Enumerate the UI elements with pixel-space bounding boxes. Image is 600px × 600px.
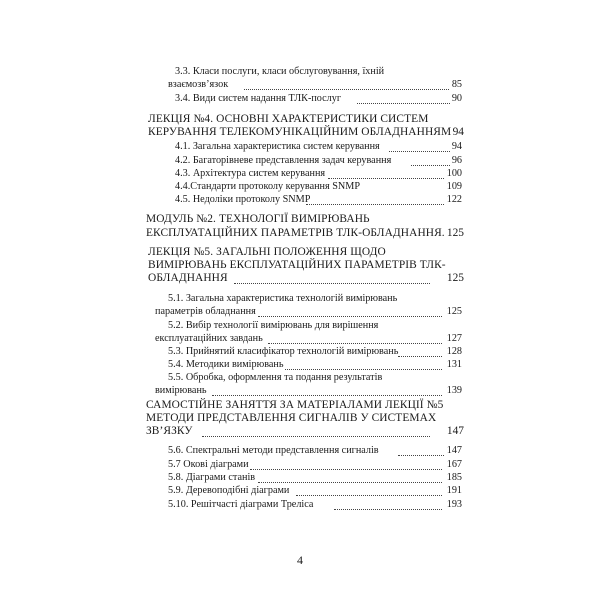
toc-lecture-5-line3: ОБЛАДНАННЯ: [148, 272, 228, 284]
toc-page-ref: 109: [446, 181, 462, 192]
toc-entry-5-1-line2: параметрів обладнання: [155, 306, 256, 317]
toc-entry-5-6: 5.6. Спектральні методи представлення сигналів: [168, 445, 379, 456]
toc-self-study-line1: САМОСТІЙНЕ ЗАНЯТТЯ ЗА МАТЕРІАЛАМИ ЛЕКЦІЇ №5: [146, 399, 444, 411]
toc-page-ref: 139: [446, 385, 462, 396]
toc-page-ref: 94: [452, 126, 464, 138]
toc-entry-5-2-line1: 5.2. Вибір технології вимірювань для вирішення: [168, 320, 379, 331]
toc-page-ref: 131: [446, 359, 462, 370]
toc-entry-5-1-line1: 5.1. Загальна характеристика технологій вимірювань: [168, 293, 398, 304]
toc-lecture-4-line1: ЛЕКЦІЯ №4. ОСНОВНІ ХАРАКТЕРИСТИКИ СИСТЕМ: [148, 113, 429, 125]
leader-dots: [268, 343, 442, 344]
toc-entry-4-2: 4.2. Багаторівневе представлення задач керування: [175, 155, 392, 166]
toc-entry-4-3: 4.3. Архітектура систем керування: [175, 168, 326, 179]
toc-entry-5-5-line1: 5.5. Обробка, оформлення та подання результатів: [168, 372, 383, 383]
toc-page-ref: 122: [446, 194, 462, 205]
toc-page-ref: 147: [446, 445, 462, 456]
toc-page-ref: 94: [451, 141, 462, 152]
leader-dots: [296, 495, 442, 496]
toc-page-ref: 85: [451, 79, 462, 90]
leader-dots: [258, 482, 442, 483]
toc-page-ref: 90: [451, 93, 462, 104]
toc-entry-5-5-line2: вимірювань: [155, 385, 207, 396]
toc-self-study-line2: МЕТОДИ ПРЕДСТАВЛЕННЯ СИГНАЛІВ У СИСТЕМАХ: [146, 412, 437, 424]
leader-dots: [244, 89, 449, 90]
leader-dots: [306, 204, 444, 205]
toc-entry-5-2-line2: експлуатаційних завдань: [155, 333, 263, 344]
toc-page-ref: 125: [446, 227, 464, 239]
toc-page-ref: 125: [446, 272, 464, 284]
toc-entry-5-4: 5.4. Методики вимірювань: [168, 359, 284, 370]
toc-entry-5-3: 5.3. Прийнятий класифікатор технологій вимірювань: [168, 346, 399, 357]
page-number: 4: [297, 553, 303, 567]
toc-page-ref: 125: [446, 306, 462, 317]
toc-page-ref: 191: [446, 485, 462, 496]
toc-page-ref: 128: [446, 346, 462, 357]
leader-dots: [202, 436, 430, 437]
toc-entry-3-3-line2: взаємозв’язок: [168, 79, 229, 90]
toc-entry-3-4: 3.4. Види систем надання ТЛК-послуг: [175, 93, 342, 104]
toc-entry-5-7: 5.7 Окові діаграми: [168, 459, 249, 470]
toc-lecture-5-line1: ЛЕКЦІЯ №5. ЗАГАЛЬНІ ПОЛОЖЕННЯ ЩОДО: [148, 246, 386, 258]
leader-dots: [250, 469, 442, 470]
toc-page-ref: 127: [446, 333, 462, 344]
toc-module-2-line2: ЕКСПЛУАТАЦІЙНИХ ПАРАМЕТРІВ ТЛК-ОБЛАДНАННЯ.: [146, 227, 445, 239]
toc-entry-5-8: 5.8. Діаграми станів: [168, 472, 256, 483]
leader-dots: [334, 509, 442, 510]
toc-lecture-4-line2: КЕРУВАННЯ ТЕЛЕКОМУНІКАЦІЙНИМ ОБЛАДНАННЯМ: [148, 126, 452, 138]
toc-module-2-line1: МОДУЛЬ №2. ТЕХНОЛОГІЇ ВИМІРЮВАНЬ: [146, 213, 370, 225]
toc-entry-4-4: 4.4.Стандарти протоколу керування SNMP: [175, 181, 360, 192]
toc-self-study-line3: ЗВ’ЯЗКУ: [146, 425, 193, 437]
toc-page-ref: 100: [446, 168, 462, 179]
toc-page-ref: 147: [446, 425, 464, 437]
toc-entry-3-3-line1: 3.3. Класи послуги, класи обслуговування, їхній: [175, 66, 385, 77]
leader-dots: [258, 316, 442, 317]
toc-entry-4-5: 4.5. Недоліки протоколу SNMP: [175, 194, 311, 205]
toc-page-ref: 193: [446, 499, 462, 510]
toc-entry-5-9: 5.9. Деревоподібні діаграми: [168, 485, 290, 496]
leader-dots: [234, 283, 430, 284]
leader-dots: [285, 369, 442, 370]
leader-dots: [212, 395, 442, 396]
toc-lecture-5-line2: ВИМІРЮВАНЬ ЕКСПЛУАТАЦІЙНИХ ПАРАМЕТРІВ ТЛК-: [148, 259, 446, 271]
toc-entry-4-1: 4.1. Загальна характеристика систем керування: [175, 141, 380, 152]
toc-page-ref: 96: [451, 155, 462, 166]
toc-page-ref: 185: [446, 472, 462, 483]
leader-dots: [328, 178, 444, 179]
toc-page-ref: 167: [446, 459, 462, 470]
toc-entry-5-10: 5.10. Решітчасті діаграми Треліса: [168, 499, 314, 510]
